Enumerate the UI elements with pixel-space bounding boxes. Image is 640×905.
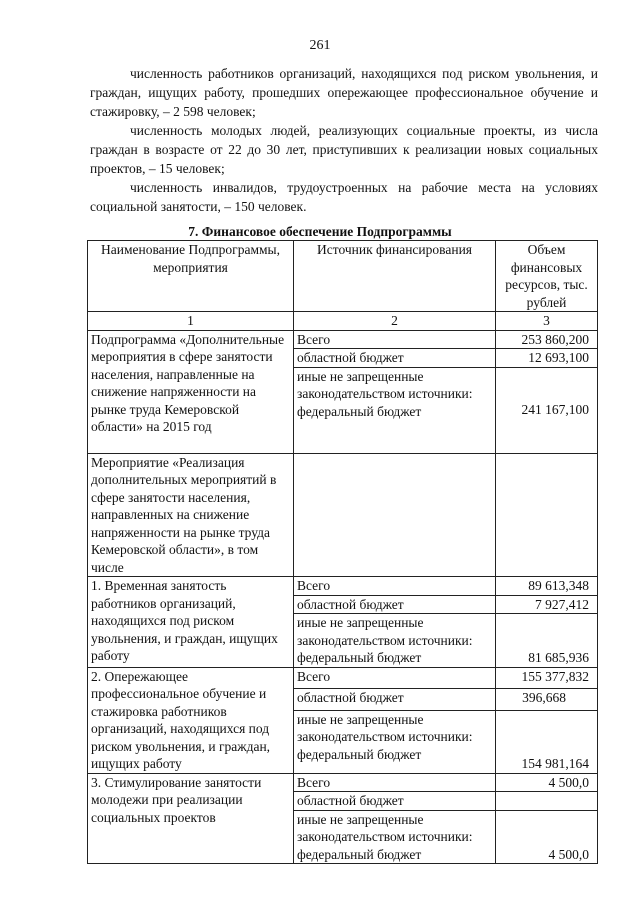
- row-name: 1. Временная занятость работников организаций, находящихся под риском увольнения, и граждан, ищущих работу: [88, 577, 294, 668]
- empty-cell: [496, 453, 598, 577]
- amount-federal: 4 500,0: [496, 810, 598, 864]
- amount-total: 155 377,832: [496, 667, 598, 689]
- header-volume: Объем финансовых ресурсов, тыс. рублей: [496, 241, 598, 312]
- source-regional: областной бюджет: [294, 595, 496, 614]
- source-regional: областной бюджет: [294, 689, 496, 711]
- intro-paragraph: численность молодых людей, реализующих социальные проекты, из числа граждан в возрасте от 22 до 30 лет, приступивших к реализации новых социальных проектов, – 15 человек;: [90, 123, 598, 176]
- amount-regional: 7 927,412: [496, 595, 598, 614]
- column-number: 3: [496, 312, 598, 331]
- table-row: [88, 577, 598, 596]
- amount-total: 253 860,200: [496, 330, 598, 349]
- table-header-row: [88, 241, 598, 312]
- amount-federal: 81 685,936: [496, 614, 598, 668]
- table-row: [88, 453, 598, 577]
- source-other: иные не запрещенные законодательством источники:: [297, 368, 473, 401]
- source-federal: федеральный бюджет: [297, 846, 422, 862]
- source-total: Всего: [294, 667, 496, 689]
- source-other-federal: [294, 367, 496, 453]
- column-number: 1: [88, 312, 294, 331]
- header-source: Источник финансирования: [294, 241, 496, 312]
- amount-regional: [496, 792, 598, 811]
- source-regional: областной бюджет: [294, 792, 496, 811]
- intro-paragraph: численность инвалидов, трудоустроенных на рабочие места на условиях социальной занятости, – 150 человек.: [90, 180, 598, 214]
- source-other: иные не запрещенные законодательством источники:: [297, 615, 473, 648]
- source-other: иные не запрещенные законодательством источники:: [297, 711, 473, 745]
- source-total: Всего: [294, 577, 496, 596]
- source-other-federal: [294, 710, 496, 773]
- table-row: [88, 667, 598, 689]
- intro-text: [90, 64, 598, 216]
- source-other: иные не запрещенные законодательством источники:: [297, 811, 473, 844]
- intro-paragraph: численность работников организаций, находящихся под риском увольнения, и граждан, ищущих работу, прошедших опережающее профессиональное обучение и стажировку, – 2 598 человек;: [90, 66, 598, 119]
- source-regional: областной бюджет: [294, 349, 496, 368]
- amount-regional: 12 693,100: [496, 349, 598, 368]
- column-number: 2: [294, 312, 496, 331]
- row-name: Мероприятие «Реализация дополнительных мероприятий в сфере занятости населения, направленных на снижение напряженности на рынке труда Кемеровской области», в том числе: [88, 453, 294, 577]
- column-number-row: [88, 312, 598, 331]
- amount-total: 4 500,0: [496, 773, 598, 792]
- source-other-federal: [294, 810, 496, 864]
- amount-regional: 396,668: [496, 689, 598, 711]
- table-row: [88, 330, 598, 349]
- row-name: 2. Опережающее профессиональное обучение и стажировка работников организаций, находящихся под риском увольнения, и граждан, ищущих работу: [88, 667, 294, 773]
- source-total: Всего: [294, 330, 496, 349]
- financing-table: [87, 240, 598, 864]
- source-federal: федеральный бюджет: [297, 746, 422, 762]
- amount-federal: 241 167,100: [496, 367, 598, 453]
- source-other-federal: [294, 614, 496, 668]
- amount-total: 89 613,348: [496, 577, 598, 596]
- row-name: Подпрограмма «Дополнительные мероприятия в сфере занятости населения, направленные на снижение напряженности на рынке труда Кемеровской области» на 2015 год: [88, 330, 294, 453]
- table-row: [88, 773, 598, 792]
- row-name: 3. Стимулирование занятости молодежи при реализации социальных проектов: [88, 773, 294, 864]
- source-federal: федеральный бюджет: [297, 403, 422, 419]
- source-federal: федеральный бюджет: [297, 650, 422, 665]
- source-total: Всего: [294, 773, 496, 792]
- header-name: Наименование Подпрограммы, мероприятия: [88, 241, 294, 312]
- section-title: 7. Финансовое обеспечение Подпрограммы: [188, 224, 452, 239]
- amount-federal: 154 981,164: [496, 710, 598, 773]
- page-number: 261: [309, 38, 331, 53]
- empty-cell: [294, 453, 496, 577]
